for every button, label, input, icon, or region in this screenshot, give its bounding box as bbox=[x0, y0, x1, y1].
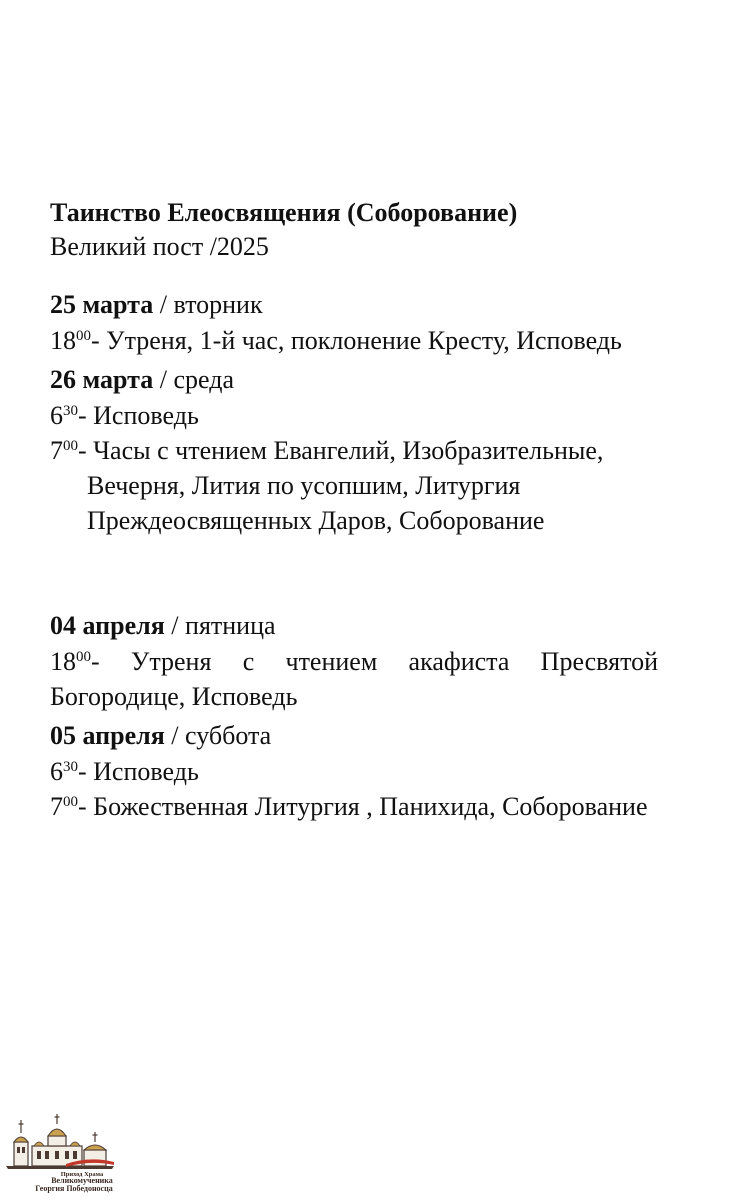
entry-minutes: 00 bbox=[63, 794, 78, 810]
entry-text: - Исповедь bbox=[78, 757, 199, 786]
day-heading bbox=[50, 287, 658, 323]
schedule-entry bbox=[50, 323, 658, 358]
document-subtitle: Великий пост /2025 bbox=[50, 232, 269, 261]
entry-hour: 6 bbox=[50, 757, 63, 786]
schedule-entry bbox=[50, 398, 658, 433]
day-weekday: среда bbox=[173, 365, 234, 394]
entry-text: - Утреня, 1-й час, поклонение Кресту, Исповедь bbox=[91, 326, 622, 355]
schedule-entry bbox=[50, 644, 658, 714]
church-building-icon bbox=[6, 1114, 114, 1169]
schedule-document bbox=[50, 196, 658, 828]
entry-minutes: 30 bbox=[63, 403, 78, 419]
day-separator: / bbox=[164, 721, 186, 750]
day-heading bbox=[50, 362, 658, 398]
logo-line-1: Приход Храма bbox=[60, 1171, 104, 1178]
document-title: Таинство Елеосвящения (Соборование) bbox=[50, 198, 518, 227]
schedule-entry bbox=[50, 433, 658, 538]
schedule-day-mar25 bbox=[50, 287, 658, 358]
day-heading bbox=[50, 718, 658, 754]
entry-hour: 7 bbox=[50, 436, 63, 465]
logo-line-2: Великомученика bbox=[51, 1176, 113, 1185]
day-date: 26 марта bbox=[50, 365, 154, 394]
day-date: 25 марта bbox=[50, 290, 154, 319]
schedule-entry bbox=[50, 789, 658, 824]
day-separator: / bbox=[153, 365, 174, 394]
entry-hour: 18 bbox=[50, 647, 76, 676]
entry-minutes: 00 bbox=[63, 438, 78, 454]
entry-minutes: 00 bbox=[76, 649, 91, 665]
schedule-day-apr05 bbox=[50, 718, 658, 824]
day-separator: / bbox=[164, 611, 186, 640]
entry-hour: 7 bbox=[50, 792, 63, 821]
day-date: 05 апреля bbox=[50, 721, 165, 750]
entry-minutes: 30 bbox=[63, 759, 78, 775]
schedule-entry bbox=[50, 754, 658, 789]
entry-minutes: 00 bbox=[76, 328, 91, 344]
day-heading bbox=[50, 608, 658, 644]
logo-line-3: Георгия Победоносца bbox=[35, 1184, 113, 1193]
day-weekday: пятница bbox=[185, 611, 276, 640]
entry-text: - Исповедь bbox=[78, 401, 199, 430]
day-weekday: суббота bbox=[185, 721, 272, 750]
schedule-day-apr04 bbox=[50, 608, 658, 714]
church-logo bbox=[4, 1106, 116, 1196]
day-date: 04 апреля bbox=[50, 611, 165, 640]
day-weekday: вторник bbox=[173, 290, 263, 319]
entry-hour: 18 bbox=[50, 326, 76, 355]
entry-hour: 6 bbox=[50, 401, 63, 430]
entry-text: - Часы с чтением Евангелий, Изобразительные, Вечерня, Лития по усопшим, Литургия Преждеосвященных Даров, Соборование bbox=[78, 436, 604, 535]
section-gap bbox=[50, 542, 658, 608]
day-separator: / bbox=[153, 290, 174, 319]
schedule-day-mar26 bbox=[50, 362, 658, 538]
entry-text: - Божественная Литургия , Панихида, Соборование bbox=[78, 792, 648, 821]
entry-text: - Утреня с чтением акафиста Пресвятой Богородице, Исповедь bbox=[50, 647, 658, 711]
